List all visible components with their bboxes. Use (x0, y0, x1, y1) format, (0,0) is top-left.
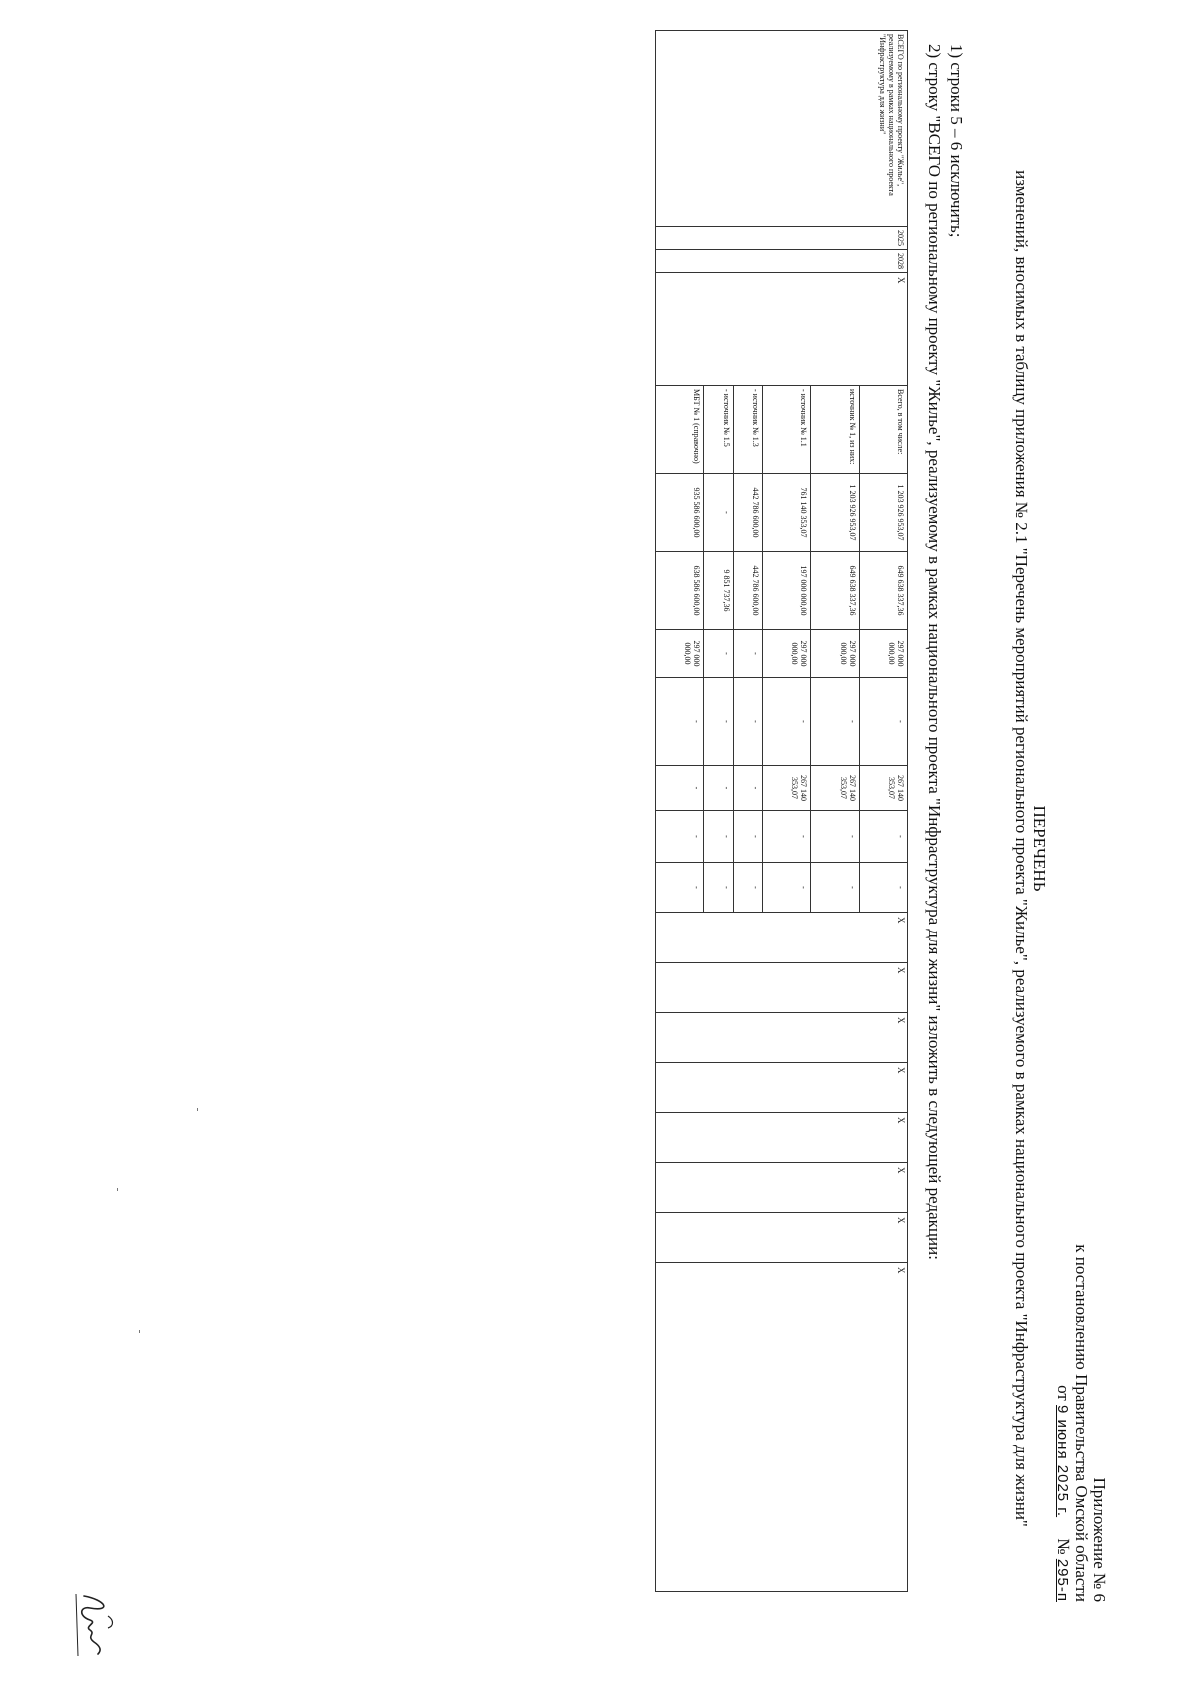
table-cell-value: 1 203 926 953,07 (859, 474, 907, 552)
table-cell-value: - (811, 811, 859, 863)
table-cell-year-start: 2025 (656, 227, 908, 250)
table-cell-tail-marker: X (656, 963, 908, 1013)
table-cell-value: - (763, 863, 811, 913)
table-cell-value: 649 638 337,36 (811, 552, 859, 630)
table-cell-value: 267 140 353,07 (859, 766, 907, 811)
item-1: 1) строки 5 – 6 исключить; (947, 44, 966, 238)
table-cell-value: 442 786 600,00 (733, 474, 762, 552)
table-cell-value: - (656, 766, 704, 811)
annex-number: 295-п (1054, 1558, 1071, 1602)
scan-speck (117, 1188, 118, 1191)
table-cell-value: - (733, 678, 762, 766)
table-cell-value: 267 140 353,07 (811, 766, 859, 811)
table-cell-value: 297 000 000,00 (859, 630, 907, 678)
changes-table (655, 30, 908, 1592)
table-cell-value: - (859, 678, 907, 766)
table-cell-value: 9 851 737,36 (704, 552, 733, 630)
table-cell-value: - (704, 863, 733, 913)
table-cell-value: 638 586 600,00 (656, 552, 704, 630)
item-2: 2) строку "ВСЕГО по региональному проекту "Жилье", реализуемому в рамках национального проекта "Инфраструктура для жизни" изложить в следующей редакции: (925, 44, 944, 1260)
table-cell-tail-marker: X (656, 1163, 908, 1213)
table-cell-value: - (733, 630, 762, 678)
table-cell-tail-marker: X (656, 1013, 908, 1063)
table-cell-value: - (733, 811, 762, 863)
table-cell-value: 297 000 000,00 (763, 630, 811, 678)
table-cell-value: 197 000 000,00 (763, 552, 811, 630)
table-cell-value: - (733, 863, 762, 913)
table-cell-value: - (704, 811, 733, 863)
annex-date-line (1053, 1244, 1072, 1602)
annex-block (1053, 1244, 1108, 1602)
scan-speck (139, 1330, 140, 1333)
annex-line2: к постановлению Правительства Омской области (1072, 1244, 1091, 1602)
table-cell-source: источник № 1, из них: (811, 386, 859, 474)
table-cell-source: МБТ № 1 (справочно) (656, 386, 704, 474)
table-cell-value: - (704, 678, 733, 766)
annex-date: 9 июня 2025 г. (1054, 1405, 1071, 1518)
table-cell-value: 442 786 600,00 (733, 552, 762, 630)
annex-from-label: от (1054, 1385, 1073, 1401)
table-cell-value: - (656, 811, 704, 863)
table-cell-value: - (763, 678, 811, 766)
table-cell-tail-marker: X (656, 1263, 908, 1592)
table-cell-marker: X (656, 273, 908, 386)
table-cell-value: 649 638 337,36 (859, 552, 907, 630)
table-cell-value: - (763, 811, 811, 863)
table-cell-value: - (704, 630, 733, 678)
table-cell-value: 935 586 600,00 (656, 474, 704, 552)
table-cell-value: 1 203 926 953,07 (811, 474, 859, 552)
table-cell-value: - (656, 678, 704, 766)
table-cell-tail-marker: X (656, 1213, 908, 1263)
table-cell-value: - (704, 766, 733, 811)
table-cell-value: 297 000 000,00 (656, 630, 704, 678)
table-cell-value: - (859, 811, 907, 863)
table-cell-tail-marker: X (656, 1063, 908, 1113)
signature-icon (72, 1590, 120, 1660)
table-cell-value: - (859, 863, 907, 913)
table-cell-year-end: 2028 (656, 250, 908, 273)
annex-line1: Приложение № 6 (1090, 1477, 1109, 1602)
scan-speck (197, 1108, 198, 1111)
table-cell-source: - источник № 1.1 (763, 386, 811, 474)
table-cell-tail-marker: X (656, 913, 908, 963)
table-cell-source: Всего, в том числе: (859, 386, 907, 474)
table-cell-source: - источник № 1.5 (704, 386, 733, 474)
table-cell-value: - (733, 766, 762, 811)
table-cell-value: - (811, 678, 859, 766)
annex-number-label: № (1054, 1538, 1073, 1555)
table-cell-value: 761 140 353,07 (763, 474, 811, 552)
table-cell-value: 267 140 353,07 (763, 766, 811, 811)
document-title: ПЕРЕЧЕНЬ (1030, 805, 1049, 892)
table-cell-value: - (811, 863, 859, 913)
table-row (859, 31, 907, 1592)
table-cell-source: - источник № 1.3 (733, 386, 762, 474)
table-cell-row-label: ВСЕГО по региональному проекту "Жилье", реализуемому в рамках национального проекта "Инфраструктура для жизни" (656, 31, 908, 227)
table-cell-value: 297 000 000,00 (811, 630, 859, 678)
table-cell-tail-marker: X (656, 1113, 908, 1163)
table-cell-value: - (656, 863, 704, 913)
document-subtitle: изменений, вносимых в таблицу приложения № 2.1 "Перечень мероприятий регионального проекта "Жилье", реализуемого в рамках национального проекта "Инфраструктура для жизни" (1012, 170, 1031, 1527)
table-cell-value: - (704, 474, 733, 552)
